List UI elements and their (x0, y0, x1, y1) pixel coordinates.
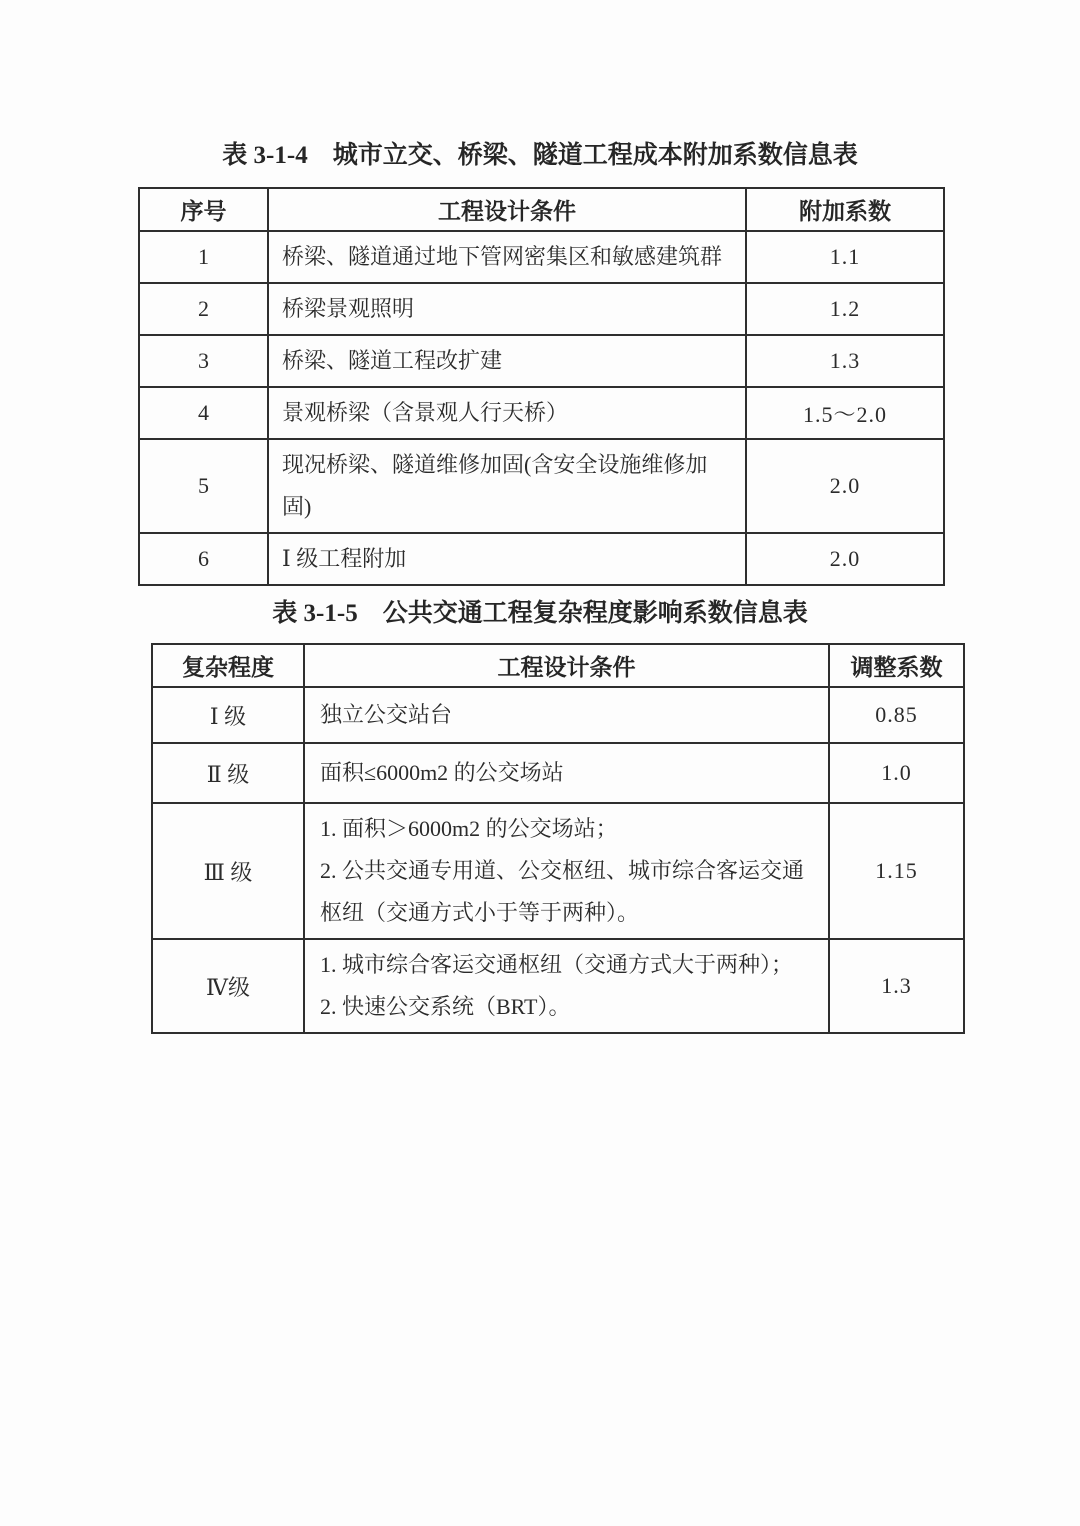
row-label-cell: Ⅲ 级 (152, 803, 304, 939)
condition-line: 桥梁、隧道通过地下管网密集区和敏感建筑群 (282, 244, 723, 269)
condition-cell (268, 387, 746, 439)
table-row (152, 743, 964, 803)
condition-cell (304, 743, 829, 803)
table-row (139, 533, 944, 585)
row-label-cell: 6 (139, 533, 268, 585)
table-row (152, 803, 964, 939)
col-header-additional-coefficient: 附加系数 (746, 188, 944, 231)
condition-cell (304, 803, 829, 939)
coefficient-cell: 1.0 (829, 743, 964, 803)
col-header-complexity-level: 复杂程度 (152, 644, 304, 687)
table-row (152, 687, 964, 743)
table-row (139, 335, 944, 387)
condition-cell (304, 939, 829, 1033)
condition-cell (268, 439, 746, 533)
col-header-condition: 工程设计条件 (268, 188, 746, 231)
row-label-cell: Ⅱ 级 (152, 743, 304, 803)
row-label-cell: 5 (139, 439, 268, 533)
condition-line: 2. 快速公交系统（BRT）。 (320, 994, 571, 1019)
table-3-1-5-title: 表 3-1-5 公共交通工程复杂程度影响系数信息表 (272, 600, 808, 627)
condition-cell (268, 283, 746, 335)
condition-line: 面积≤6000m2 的公交场站 (320, 760, 564, 785)
table-row (139, 387, 944, 439)
condition-line: 景观桥梁（含景观人行天桥） (282, 400, 569, 425)
coefficient-cell: 0.85 (829, 687, 964, 743)
col-header-condition: 工程设计条件 (304, 644, 829, 687)
row-label-cell: 2 (139, 283, 268, 335)
table-row (139, 439, 944, 533)
row-label-cell: Ⅰ 级 (152, 687, 304, 743)
condition-line: 独立公交站台 (320, 702, 453, 727)
coefficient-cell: 1.5～2.0 (746, 387, 944, 439)
condition-cell (304, 687, 829, 743)
condition-line: 现况桥梁、隧道维修加固(含安全设施维修加固) (282, 452, 708, 519)
table-row (139, 283, 944, 335)
table-3-1-4-header-row (139, 188, 944, 231)
condition-line: 桥梁、隧道工程改扩建 (282, 348, 503, 373)
coefficient-cell: 1.15 (829, 803, 964, 939)
condition-line: 1. 城市综合客运交通枢纽（交通方式大于两种）； (320, 952, 794, 977)
col-header-adjustment-coefficient: 调整系数 (829, 644, 964, 687)
row-label-cell: 3 (139, 335, 268, 387)
condition-cell (268, 335, 746, 387)
row-label-cell: 4 (139, 387, 268, 439)
coefficient-cell: 1.3 (829, 939, 964, 1033)
coefficient-cell: 1.3 (746, 335, 944, 387)
table-row (152, 939, 964, 1033)
table-3-1-5 (151, 643, 965, 1034)
table-3-1-4 (138, 187, 945, 586)
condition-line: Ⅰ 级工程附加 (282, 546, 407, 571)
table-3-1-4-title: 表 3-1-4 城市立交、桥梁、隧道工程成本附加系数信息表 (222, 142, 858, 169)
condition-cell (268, 533, 746, 585)
table-row (139, 231, 944, 283)
col-header-serial: 序号 (139, 188, 268, 231)
table-3-1-5-header-row (152, 644, 964, 687)
coefficient-cell: 2.0 (746, 533, 944, 585)
condition-line: 1. 面积＞6000m2 的公交场站； (320, 816, 618, 841)
condition-cell (268, 231, 746, 283)
coefficient-cell: 2.0 (746, 439, 944, 533)
row-label-cell: Ⅳ级 (152, 939, 304, 1033)
condition-line: 桥梁景观照明 (282, 296, 415, 321)
row-label-cell: 1 (139, 231, 268, 283)
condition-line: 2. 公共交通专用道、公交枢纽、城市综合客运交通枢纽（交通方式小于等于两种）。 (320, 858, 805, 925)
coefficient-cell: 1.2 (746, 283, 944, 335)
coefficient-cell: 1.1 (746, 231, 944, 283)
